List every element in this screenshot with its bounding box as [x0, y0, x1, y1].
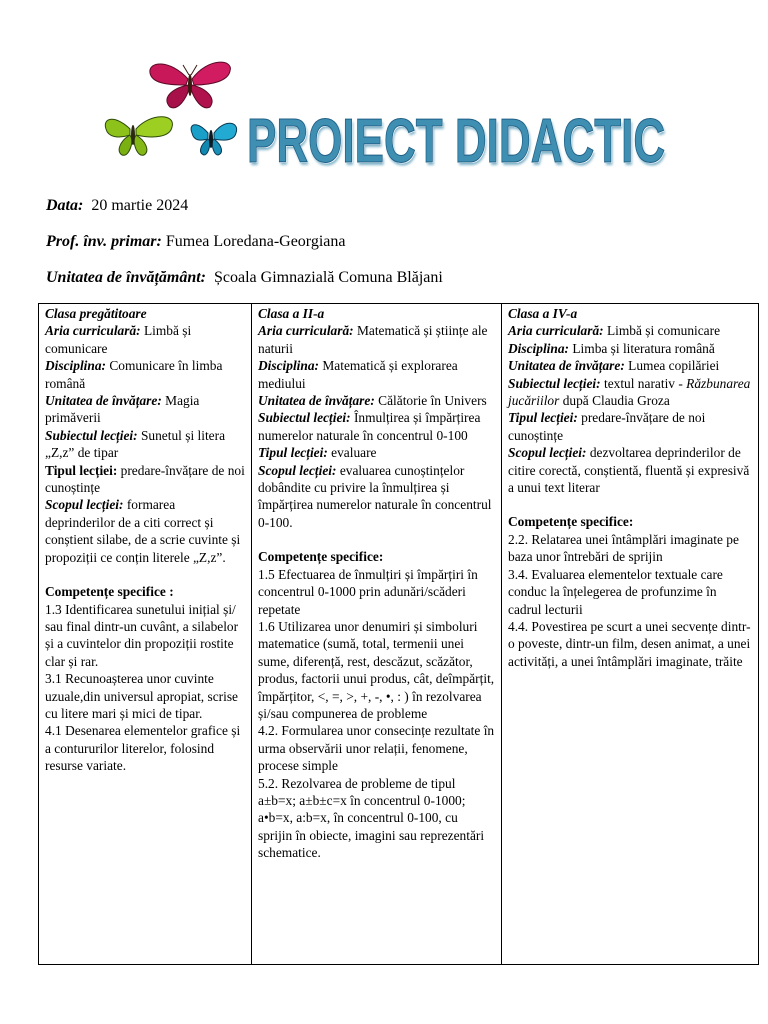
learning-unit: Unitatea de învățare: Magia primăverii [45, 393, 200, 426]
competence-item: 1.6 Utilizarea unor denumiri și simboluri matematice (sumă, total, termenii unei sume, diferență, rest, descăzut, scăzător, produs, factorii unui produs, cât, deîmpărțit, împărțitor, <, =, >, +, -, •, : ) în rezolvarea și/sau compunerea de probleme [258, 618, 495, 721]
learning-unit: Unitatea de învățare: Călătorie în Univers [258, 393, 487, 409]
lesson-subject: Subiectul lecției: Sunetul și litera „Z,z” de tipar [45, 427, 226, 461]
competence-item: 5.2. Rezolvarea de probleme de tipul a±b=x; a±b±c=x în concentrul 0-1000; a•b=x, a:b=x, în concentrul 0-100, cu sprijin în obiecte, imagini sau reprezentări schematice. [258, 775, 485, 861]
teacher-label: Prof. înv. primar: [46, 233, 162, 250]
competence-item: 4.4. Povestirea pe scurt a unei secvențe dintr-o poveste, dintr-un film, desen animat, a unei activități, a unei întâmplări imaginate, trăite [508, 618, 751, 669]
competences-heading: Competențe specifice: [258, 549, 384, 565]
lesson-purpose: Scopul lecției: dezvoltarea deprinderilor de citire corectă, conștientă, fluentă și expresivă a unui text literar [508, 445, 750, 496]
lesson-type: Tipul lecției: evaluare [258, 445, 377, 461]
competence-item: 4.2. Formularea unor consecințe rezultate în urma observării unor relații, fenomene, procese simple [258, 723, 495, 774]
class-name: Clasa a II-a [258, 306, 325, 321]
discipline: Disciplina: Comunicare în limba română [45, 358, 223, 391]
competence-item: 3.1 Recunoașterea unor cuvinte uzuale,din universul apropiat, scrise cu litere mari și mici de tipar. [45, 671, 238, 721]
school-label: Unitatea de învățământ: [46, 269, 206, 286]
blue-butterfly-icon [191, 123, 237, 155]
curricular-area: Aria curriculară: Limbă și comunicare [45, 323, 192, 356]
date-label: Data: [46, 197, 84, 214]
class-name: Clasa a IV-a [508, 306, 578, 321]
teacher-line [46, 232, 345, 252]
table-row [39, 304, 759, 965]
lesson-plan-table [38, 303, 759, 965]
competences-heading: Competențe specifice: [508, 514, 634, 530]
column-clasa-a-iv-a [502, 304, 759, 965]
teacher-value: Fumea Loredana-Georgiana [165, 233, 346, 250]
lesson-purpose: Scopul lecției: evaluarea cunoștințelor dobândite cu privire la înmulțirea și împărțirea numerelor naturale în concentrul 0-100. [258, 462, 492, 530]
column-clasa-a-ii-a [252, 304, 502, 965]
competence-item: 1.5 Efectuarea de înmulțiri și împărțiri în concentrul 0-1000 prin adunări/scăderi repetate [258, 566, 478, 617]
page-title: PROIECT DIDACTIC [247, 107, 666, 176]
butterflies-illustration [100, 55, 250, 165]
date-line [46, 196, 188, 216]
school-line [46, 268, 443, 288]
column-clasa-pregatitoare [39, 304, 252, 965]
lesson-subject: Subiectul lecției: Înmulțirea și împărțirea numerelor naturale în concentrul 0-100 [258, 410, 481, 443]
lesson-purpose: Scopul lecției: formarea deprinderilor de a citi correct și conștient silabe, de a scrie cuvinte și propoziții ce conțin literele „Z,z”. [45, 497, 241, 565]
class-name: Clasa pregătitoare [45, 306, 147, 321]
curricular-area: Aria curriculară: Limbă și comunicare [508, 323, 721, 339]
green-butterfly-icon [105, 117, 172, 156]
learning-unit: Unitatea de învățare: Lumea copilăriei [508, 358, 720, 374]
discipline: Disciplina: Limba și literatura română [508, 340, 715, 356]
competence-item: 3.4. Evaluarea elementelor textuale care conduc la înțelegerea de profunzime în cadrul lecturii [508, 566, 723, 617]
curricular-area: Aria curriculară: Matematică și științe ale naturii [258, 323, 488, 356]
competence-item: 4.1 Desenarea elementelor grafice și a contururilor literelor, folosind resurse variate. [45, 723, 241, 774]
competence-item: 2.2. Relatarea unei întâmplări imaginate pe baza unor întrebări de sprijin [508, 531, 739, 565]
lesson-type: Tipul lecției: predare-învățare de noi cunoștințe [45, 462, 245, 496]
lesson-subject: Subiectul lecției: textul narativ - Răzbunarea jucăriilor după Claudia Groza [508, 375, 751, 409]
pink-butterfly-icon [150, 62, 231, 108]
competences-heading: Competențe specifice : [45, 584, 174, 600]
lesson-subject-title: Răzbunarea jucăriilor [508, 375, 751, 409]
date-value: 20 martie 2024 [91, 197, 189, 214]
discipline: Disciplina: Matematică și explorarea mediului [258, 358, 458, 391]
school-value: Școala Gimnazială Comuna Blăjani [214, 269, 443, 286]
lesson-type: Tipul lecției: predare-învățare de noi cunoștințe [508, 410, 706, 443]
competence-item: 1.3 Identificarea sunetului inițial și/ sau final dintr-un cuvânt, a silabelor și a cuvintelor din propoziții rostite clar și rar. [45, 601, 239, 669]
